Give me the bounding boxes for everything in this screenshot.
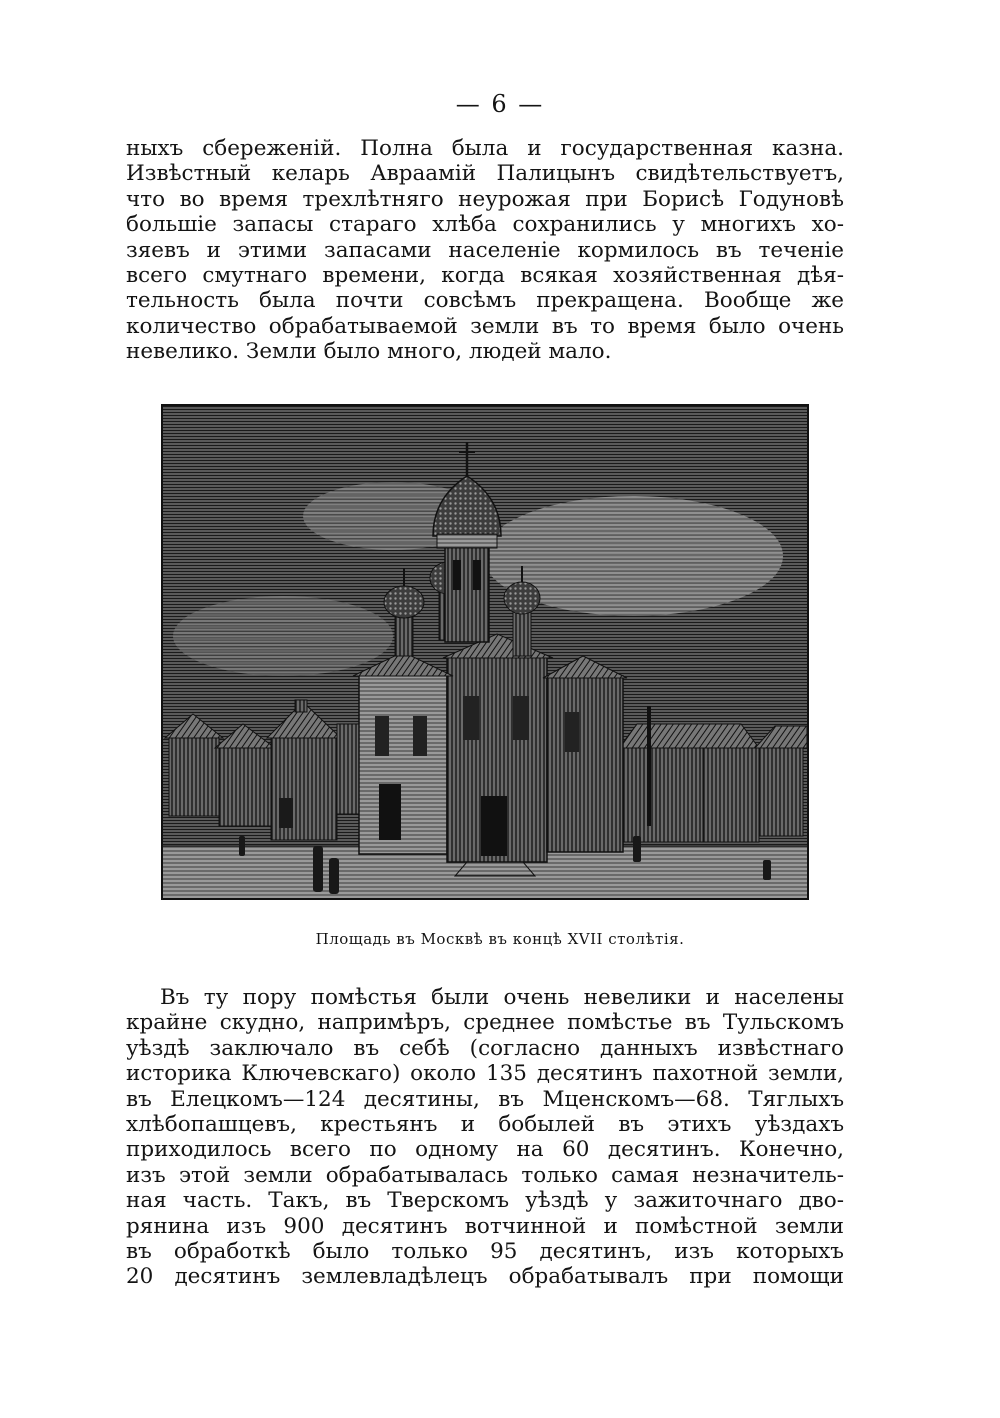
text-line: уѣздѣ заключало въ себѣ (согласно данныхъ извѣстнаго	[126, 1035, 844, 1061]
text-line: 20 десятинъ землевладѣлецъ обрабатывалъ при помощи	[126, 1264, 844, 1290]
paragraph-1	[126, 136, 844, 365]
text-line: въ Елецкомъ—124 десятины, въ Мценскомъ—68. Тяглыхъ	[126, 1086, 844, 1112]
text-line: крайне скудно, напримѣръ, среднее помѣстье въ Тульскомъ	[126, 1010, 844, 1036]
text-line: большіе запасы стараго хлѣба сохранились у многихъ хо-	[126, 212, 844, 238]
text-line: Въ ту пору помѣстья были очень невелики и населены	[160, 985, 844, 1010]
text-line: Извѣстный келарь Авраамій Палицынъ свидѣтельствуетъ,	[126, 161, 844, 187]
church-square-engraving	[161, 404, 809, 900]
text-line: зяевъ и этими запасами населеніе кормилось въ теченіе	[126, 237, 844, 263]
text-line: количество обрабатываемой земли въ то время было очень	[126, 313, 844, 339]
text-line: рянина изъ 900 десятинъ вотчинной и помѣстной земли	[126, 1213, 844, 1239]
illustration-caption: Площадь въ Москвѣ въ концѣ XVII столѣтія.	[315, 930, 685, 948]
text-line: невелико. Земли было много, людей мало.	[126, 339, 612, 365]
text-line: всего смутнаго времени, когда всякая хозяйственная дѣя-	[126, 262, 844, 288]
page-number: — 6 —	[455, 90, 545, 118]
text-line: приходилось всего по одному на 60 десятинъ. Конечно,	[126, 1137, 844, 1163]
text-line: ныхъ сбереженій. Полна была и государственная казна.	[126, 136, 844, 161]
text-line: что во время трехлѣтняго неурожая при Борисѣ Годуновѣ	[126, 186, 844, 212]
text-line: въ обработкѣ было только 95 десятинъ, изъ которыхъ	[126, 1238, 844, 1264]
text-line: историка Ключевскаго) около 135 десятинъ пахотной земли,	[126, 1061, 844, 1087]
text-line: тельность была почти совсѣмъ прекращена. Вообще же	[126, 288, 844, 314]
text-line: изъ этой земли обрабатывалась только самая незначитель-	[126, 1162, 844, 1188]
text-line: ная часть. Такъ, въ Тверскомъ уѣздѣ у зажиточнаго дво-	[126, 1188, 844, 1214]
text-line: хлѣбопашцевъ, крестьянъ и бобылей въ этихъ уѣздахъ	[126, 1111, 844, 1137]
paragraph-2	[126, 985, 844, 1290]
